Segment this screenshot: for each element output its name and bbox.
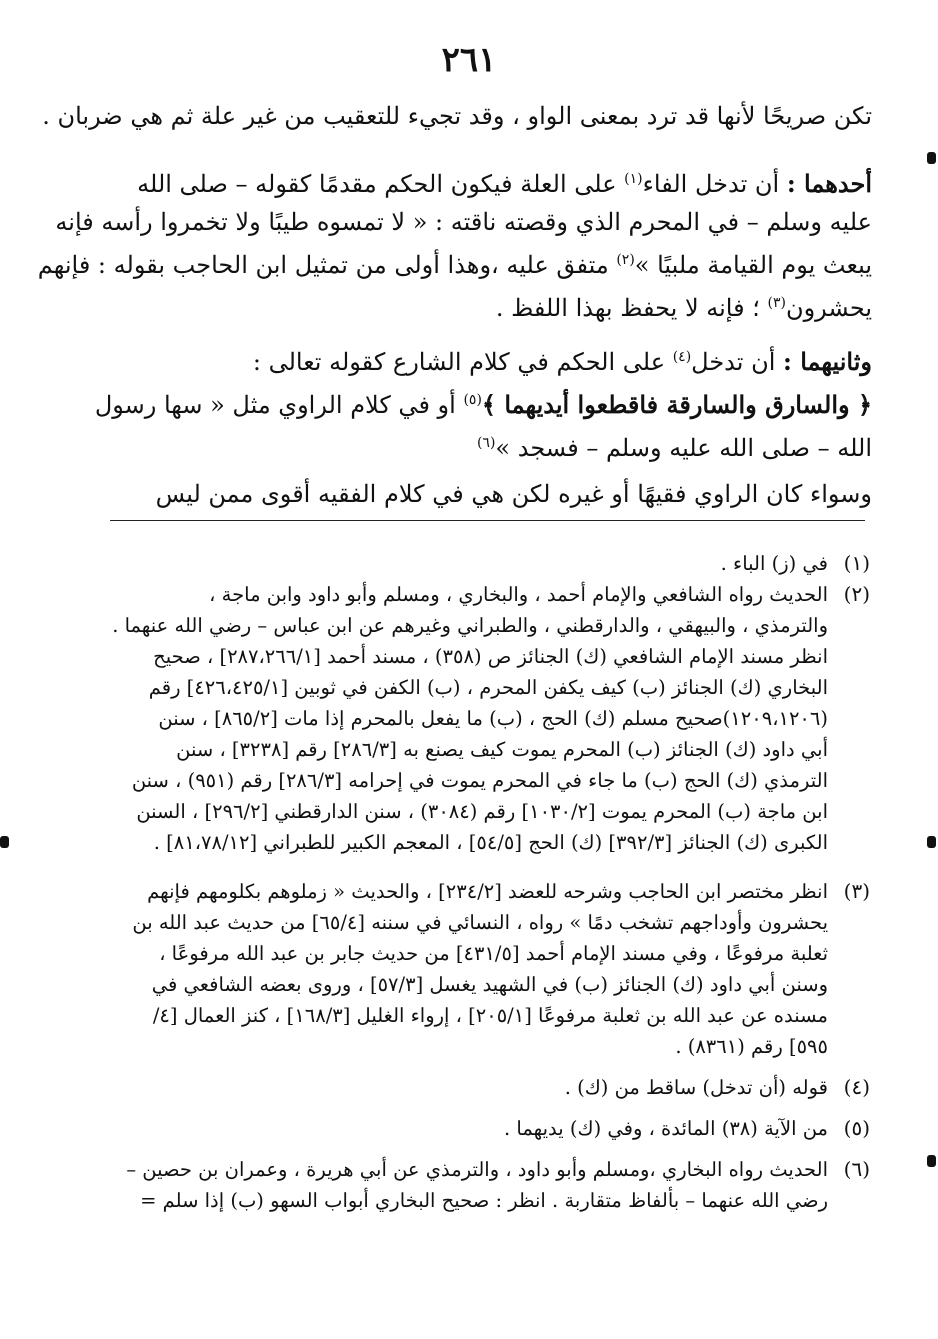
second-line-3: [102, 424, 872, 467]
footnote-2: [70, 579, 870, 858]
footnote-line: في (ز) الباء .: [720, 552, 828, 575]
footnote-ref-2: (٢): [616, 252, 635, 268]
last-paragraph: [102, 475, 872, 513]
footnote-line: البخاري (ك) الجنائز (ب) كيف يكفن المحرم ، (ب) الكفن في ثوبين [٤٢٦،٤٢٥/١] رقم: [148, 676, 828, 699]
first-text-3a: يبعث يوم القيامة ملبيًا »: [634, 251, 872, 279]
footnote-line: انظر مختصر ابن الحاجب وشرحه للعضد [٢٣٤/٢] ، والحديث « زملوهم بكلومهم فإنهم: [147, 880, 828, 903]
footnote-line: من الآية (٣٨) المائدة ، وفي (ك) يديهما .: [504, 1117, 828, 1140]
footnote-line: والترمذي ، والبيهقي ، والدارقطني ، والطبراني وغيرهم عن ابن عباس – رضي الله عنهما .: [112, 614, 828, 637]
footnote-line: الحديث رواه البخاري ،ومسلم وأبو داود ، والترمذي عن أبي هريرة ، وعمران بن حصين –: [126, 1158, 828, 1181]
footnote-number: (٥): [843, 1116, 870, 1140]
first-text-3b: متفق عليه ،وهذا أولى من تمثيل ابن الحاجب بقوله : فإنهم: [37, 251, 609, 279]
second-type-paragraph: [94, 338, 872, 467]
footnote-number: (٦): [843, 1157, 870, 1181]
quran-verse: ﴿ والسارق والسارقة فاقطعوا أيديهما ﴾: [481, 390, 872, 419]
second-text-1a: أن تدخل: [691, 348, 776, 376]
footnote-line: الترمذي (ك) الحج (ب) ما جاء في المحرم يموت في إحرامه [٢٨٦/٣] رقم (٩٥١) ، سنن: [131, 769, 828, 792]
first-text-4b: ؛ فإنه لا يحفظ بهذا اللفظ .: [495, 294, 760, 322]
first-text-1a: أن تدخل الفاء: [642, 170, 780, 198]
footnote-line: انظر مسند الإمام الشافعي (ك) الجنائز ص (٣٥٨) ، مسند أحمد [٢٨٧،٢٦٦/١] ، صحيح: [153, 645, 828, 668]
footnotes: [70, 548, 870, 1216]
footnote-ref-6: (٦): [476, 435, 496, 451]
second-line-2: [94, 381, 872, 424]
footnote-line: يحشرون وأوداجهم تشخب دمًا » رواه ، النسائي في سننه [٦٥/٤] من حديث عبد الله بن: [132, 911, 828, 934]
footnote-ref-3: (٣): [767, 295, 786, 311]
scan-mark: [0, 836, 9, 848]
footnote-separator: [110, 520, 865, 521]
intro-paragraph: [42, 97, 872, 135]
first-line-2: عليه وسلم – في المحرم الذي وقصته ناقته : « لا تمسوه طيبًا ولا تخمروا رأسه فإنه: [55, 208, 872, 236]
footnote-ref-5: (٥): [463, 392, 482, 408]
footnote-number: (٢): [843, 582, 870, 606]
footnote-line: وسنن أبي داود (ك) الجنائز (ب) في الشهيد يغسل [٥٧/٣] ، وروى بعضه الشافعي في: [151, 973, 828, 996]
last-line: وسواء كان الراوي فقيهًا أو غيره لكن هي في كلام الفقيه أقوى ممن ليس: [155, 480, 872, 508]
second-text-3: الله – صلى الله عليه وسلم – فسجد »: [495, 434, 872, 462]
footnote-line: رضي الله عنهما – بألفاظ متقاربة . انظر : صحيح البخاري أبواب السهو (ب) إذا سلم =: [140, 1189, 828, 1212]
footnote-ref-4: (٤): [672, 349, 692, 365]
page-number: ٢٦١: [441, 40, 497, 80]
footnote-3: [70, 876, 870, 1062]
first-line-4: [102, 284, 872, 327]
footnote-number: (٤): [843, 1075, 870, 1099]
first-lead: أحدهما :: [786, 169, 872, 198]
scan-mark: [927, 152, 936, 164]
first-text-1b: على العلة فيكون الحكم مقدمًا كقوله – صلى الله: [137, 170, 617, 198]
first-text-4a: يحشرون: [785, 294, 872, 322]
footnote-5: [70, 1113, 870, 1144]
scan-mark: [927, 836, 936, 848]
footnote-line: الحديث رواه الشافعي والإمام أحمد ، والبخاري ، ومسلم وأبو داود وابن ماجة ،: [209, 583, 828, 606]
first-type-paragraph: [37, 160, 872, 327]
footnote-number: (١): [843, 551, 870, 575]
footnote-number: (٣): [843, 879, 870, 903]
footnote-line: ٥٩٥] رقم (٨٣٦١) .: [675, 1035, 828, 1058]
second-lead: وثانيهما :: [783, 347, 872, 376]
intro-line: تكن صريحًا لأنها قد ترد بمعنى الواو ، وقد تجيء للتعقيب من غير علة ثم هي ضربان .: [42, 102, 872, 130]
footnote-1: [70, 548, 870, 579]
scan-mark: [927, 1155, 936, 1167]
footnote-line: الكبرى (ك) الجنائز [٣٩٢/٣] (ك) الحج [٥٤/٥] ، المعجم الكبير للطبراني [٨١،٧٨/١٢] .: [153, 831, 828, 854]
footnote-line: قوله (أن تدخل) ساقط من (ك) .: [564, 1076, 828, 1099]
second-text-2b: أو في كلام الراوي مثل « سها رسول: [94, 391, 456, 419]
first-line-3: [37, 241, 872, 284]
footnote-4: [70, 1072, 870, 1103]
second-text-1b: على الحكم في كلام الشارع كقوله تعالى :: [252, 348, 666, 376]
footnote-line: ابن ماجة (ب) المحرم يموت [١٠٣٠/٢] رقم (٣٠٨٤) ، سنن الدارقطني [٢٩٦/٢] ، السنن: [136, 800, 828, 823]
first-line-1: [102, 160, 872, 203]
footnote-line: (١٢٠٩،١٢٠٦)صحيح مسلم (ك) الحج ، (ب) ما يفعل بالمحرم إذا مات [٨٦٥/٢] ، سنن: [158, 707, 828, 730]
footnote-6: [70, 1154, 870, 1216]
footnote-line: أبي داود (ك) الجنائز (ب) المحرم يموت كيف يصنع به [٢٨٦/٣] رقم [٣٢٣٨] ، سنن: [176, 738, 828, 761]
second-line-1: [102, 338, 872, 381]
footnote-line: ثعلبة مرفوعًا ، وفي مسند الإمام أحمد [٤٣١/٥] من حديث جابر بن عبد الله مرفوعًا ،: [159, 942, 828, 965]
footnote-ref-1: (١): [624, 171, 643, 187]
footnote-line: مسنده عن عبد الله بن ثعلبة مرفوعًا [٢٠٥/١] ، إرواء الغليل [١٦٨/٣] ، كنز العمال [٤/: [152, 1004, 828, 1027]
